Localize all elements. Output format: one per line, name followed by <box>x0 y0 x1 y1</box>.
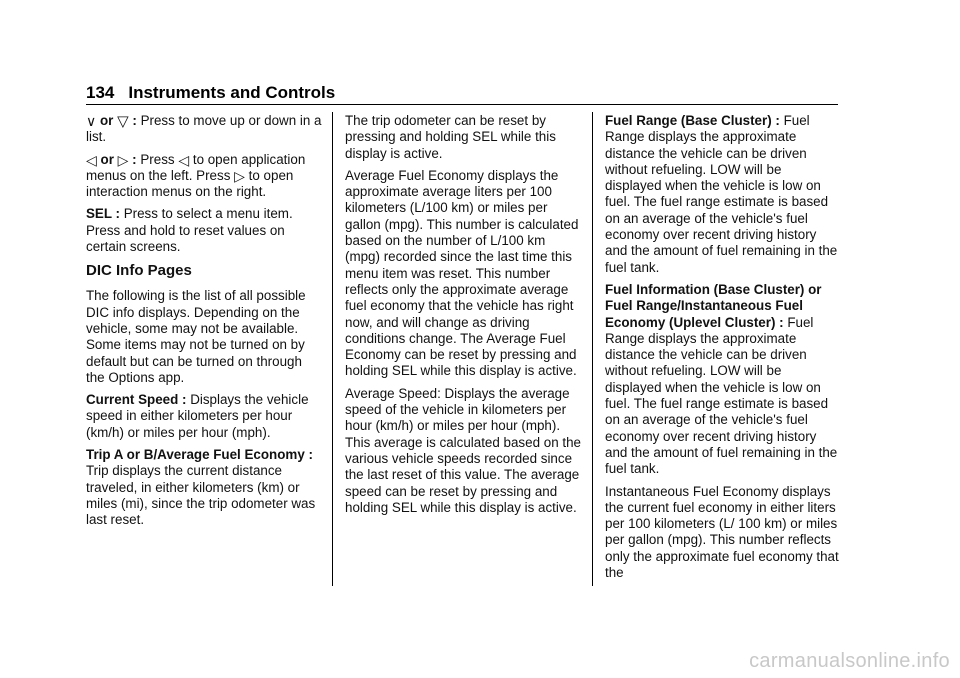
colon-label: : <box>128 151 137 167</box>
paragraph-fuel-range <box>605 113 841 276</box>
left-right-text-b: to open application menus on the left. Press <box>86 151 306 183</box>
sel-text: Press to select a menu item. Press and hold to reset values on certain screens. <box>86 206 293 255</box>
paragraph-trip <box>86 447 322 528</box>
paragraph-trip-reset: The trip odometer can be reset by pressing and holding SEL while this display is active. <box>345 113 556 161</box>
paragraph-average-speed: Average Speed: Displays the average speed of the vehicle in kilometers per hour (km/h) or miles per hour (mph). This average is calculated based on the various vehicle speeds recorded since the last reset of this value. The average speed can be reset by pressing and holding SEL while this display is active. <box>345 385 581 515</box>
page-number: 134 <box>86 83 115 102</box>
fuel-information-text: Fuel Range displays the approximate distance the vehicle can be driven without refueling. LOW will be displayed when the vehicle is low on fuel. The fuel range estimate is based on an average of the vehicle's fuel economy over recent driving history and the amount of fuel remaining in the fuel tank. <box>605 314 838 477</box>
fuel-information-label: Fuel Information (Base Cluster) or Fuel Range/Instantaneous Fuel Economy (Uplevel Cluster) : <box>605 281 822 330</box>
paragraph-dic-intro: The following is the list of all possible DIC info displays. Depending on the vehicle, some may not be available. Some items may not be turned on by default but can be turned on through the Options app. <box>86 288 306 385</box>
left-right-text-a: Press <box>140 151 175 167</box>
column-divider-2 <box>592 112 593 586</box>
up-down-text: Press to move up or down in a list. <box>86 113 322 145</box>
chevron-left-icon: ◁ <box>178 151 190 168</box>
chevron-left-icon: ◁ <box>86 151 97 168</box>
section-title: Instruments and Controls <box>128 83 336 102</box>
trip-label: Trip A or B/Average Fuel Economy : <box>86 447 313 463</box>
paragraph-average-fuel-economy: Average Fuel Economy displays the approximate average liters per 100 kilometers (L/100 km) or miles per gallon (mpg). This number is calculated based on the number of L/100 km (mpg) recorded since the last time this menu item was reset. This number reflects only the approximate average fuel economy that the vehicle has right now, and will change as driving conditions change. The Average Fuel Economy can be reset by pressing and holding SEL while this display is active. <box>345 167 579 379</box>
chevron-up-icon: ∨ <box>86 113 97 129</box>
chevron-down-icon: ▽ <box>117 113 129 130</box>
paragraph-up-down <box>86 113 322 146</box>
sel-label: SEL : <box>86 206 120 222</box>
watermark: carmanualsonline.info <box>749 650 950 672</box>
fuel-range-text: Fuel Range displays the approximate distance the vehicle can be driven without refueling. LOW will be displayed when the vehicle is low on fuel. The fuel range estimate is based on an average of the vehicle's fuel economy over recent driving history and the amount of fuel remaining in the fuel tank. <box>605 113 838 275</box>
or-label: or <box>100 151 114 167</box>
trip-text: Trip displays the current distance traveled, in either kilometers (km) or miles (mi), since the trip odometer was last reset. <box>86 463 316 528</box>
paragraph-fuel-information <box>605 282 841 478</box>
left-right-text-c: to open interaction menus on the right. <box>86 167 294 200</box>
current-speed-text: Displays the vehicle speed in either kilometers per hour (km/h) or miles per hour (mph). <box>86 392 309 440</box>
page-header <box>86 83 838 103</box>
column-divider-1 <box>332 112 333 586</box>
paragraph-sel <box>86 206 322 255</box>
column-3 <box>605 113 841 587</box>
or-label: or <box>99 113 114 128</box>
chevron-right-icon: ▷ <box>117 151 129 168</box>
paragraph-instantaneous-fuel-economy: Instantaneous Fuel Economy displays the current fuel economy in either liters per 100 kilometers (L/ 100 km) or miles per gallon (mpg). This number reflects only the approximate fuel economy that the <box>605 483 839 581</box>
current-speed-label: Current Speed : <box>86 392 187 408</box>
fuel-range-label: Fuel Range (Base Cluster) : <box>605 113 780 128</box>
paragraph-left-right <box>86 152 322 201</box>
column-1 <box>86 113 322 535</box>
header-rule <box>86 104 838 105</box>
chevron-right-icon: ▷ <box>234 167 245 184</box>
colon-label: : <box>128 113 137 128</box>
column-2 <box>345 113 581 522</box>
section-heading-dic-info-pages: DIC Info Pages <box>86 262 192 280</box>
paragraph-current-speed <box>86 392 322 441</box>
